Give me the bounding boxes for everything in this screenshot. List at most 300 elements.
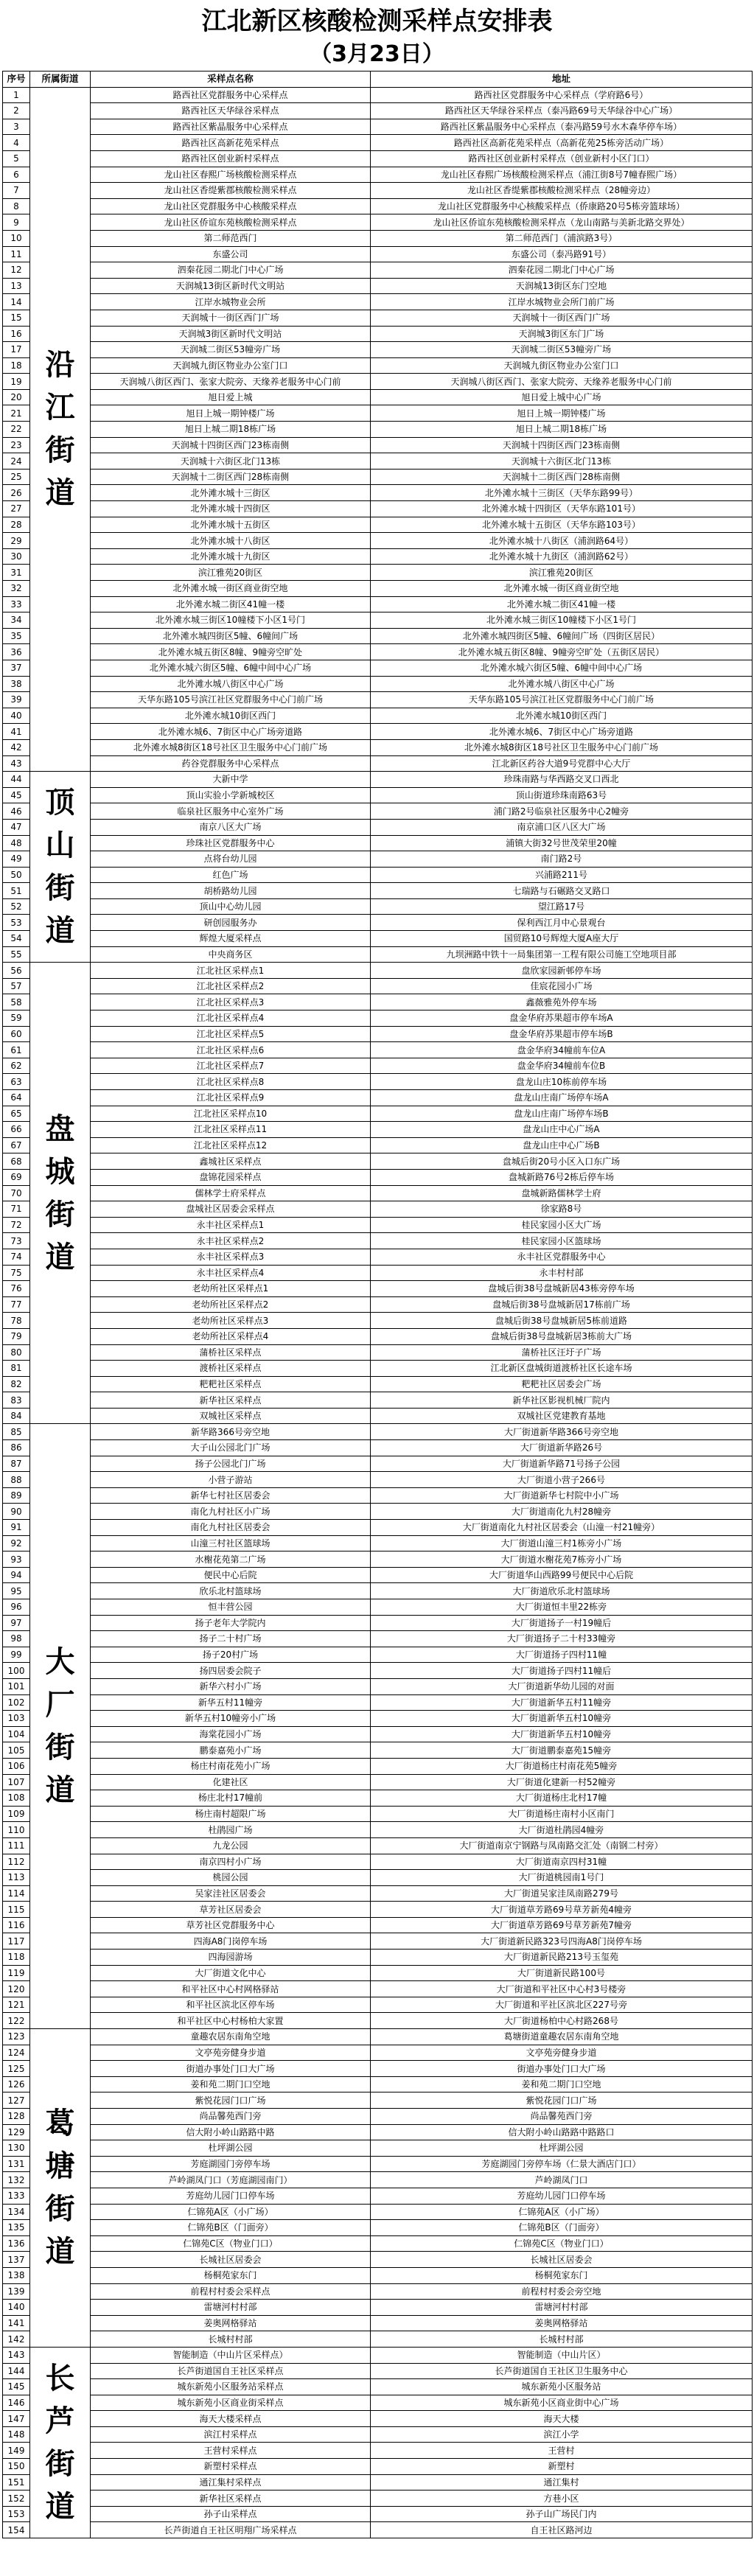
cell-point: 孙子山采样点 bbox=[91, 2506, 371, 2522]
table-row bbox=[3, 1583, 753, 1599]
table-row bbox=[3, 946, 753, 963]
cell-no: 106 bbox=[3, 1758, 30, 1774]
page-subtitle: （3月23日） bbox=[310, 41, 444, 67]
cell-point: 王营村采样点 bbox=[91, 2443, 371, 2459]
table-row bbox=[3, 1535, 753, 1551]
table-row bbox=[3, 1408, 753, 1424]
cell-point: 长芦街道自王社区明翔广场采样点 bbox=[91, 2522, 371, 2538]
cell-point: 永丰社区采样点4 bbox=[91, 1265, 371, 1281]
cell-point: 大新中学 bbox=[91, 772, 371, 788]
cell-point: 四海园游场 bbox=[91, 1950, 371, 1966]
cell-point: 蒲桥社区采样点 bbox=[91, 1344, 371, 1361]
cell-point: 长城村村部 bbox=[91, 2331, 371, 2348]
table-row bbox=[3, 1758, 753, 1774]
cell-no: 151 bbox=[3, 2474, 30, 2491]
street-name: 沿江街道 bbox=[45, 347, 75, 511]
cell-address: 智能制造（中山片区） bbox=[371, 2347, 753, 2363]
cell-point: 前程村村委会采样点 bbox=[91, 2283, 371, 2300]
cell-point: 路西社区党群服务中心采样点 bbox=[91, 87, 371, 103]
cell-no: 6 bbox=[3, 167, 30, 183]
table-row bbox=[3, 851, 753, 868]
cell-point: 通江集村采样点 bbox=[91, 2474, 371, 2491]
cell-no: 3 bbox=[3, 119, 30, 135]
cell-no: 24 bbox=[3, 453, 30, 470]
cell-point: 和平社区中心村杨柏大家置 bbox=[91, 2013, 371, 2029]
cell-address: 天润城二街区53幢旁广场 bbox=[371, 342, 753, 358]
cell-no: 131 bbox=[3, 2156, 30, 2172]
cell-point: 江岸水城物业会所 bbox=[91, 294, 371, 310]
cell-point: 大子山公园北门广场 bbox=[91, 1440, 371, 1456]
table-row bbox=[3, 2474, 753, 2491]
cell-no: 103 bbox=[3, 1711, 30, 1727]
cell-point: 粑粑社区采样点 bbox=[91, 1376, 371, 1392]
table-row bbox=[3, 1344, 753, 1361]
cell-point: 新华社区采样点 bbox=[91, 2491, 371, 2507]
cell-address: 大厂街道南化九村社区居委会（山潼一村21幢旁） bbox=[371, 1520, 753, 1536]
table-row bbox=[3, 1631, 753, 1647]
cell-address: 北外滩水城6、7街区中心广场旁道路 bbox=[371, 724, 753, 740]
cell-no: 100 bbox=[3, 1663, 30, 1679]
table-row bbox=[3, 2347, 753, 2363]
cell-address: 路西社区紫晶服务中心采样点（泰冯路59号水木森华停车场） bbox=[371, 119, 753, 135]
cell-address: 天润城九街区物业办公室门口 bbox=[371, 357, 753, 374]
cell-point: 江北社区采样点5 bbox=[91, 1026, 371, 1042]
cell-no: 132 bbox=[3, 2172, 30, 2188]
table-row bbox=[3, 1153, 753, 1170]
table-row bbox=[3, 230, 753, 246]
cell-no: 74 bbox=[3, 1249, 30, 1265]
cell-no: 108 bbox=[3, 1790, 30, 1807]
cell-no: 16 bbox=[3, 326, 30, 342]
cell-point: 姜奥网格驿站 bbox=[91, 2315, 371, 2331]
cell-address: 大厂街道新华幼儿园的对面 bbox=[371, 1678, 753, 1694]
table-row bbox=[3, 262, 753, 279]
cell-no: 138 bbox=[3, 2267, 30, 2283]
cell-point: 江北社区采样点12 bbox=[91, 1137, 371, 1153]
cell-point: 临泉社区服务中心室外广场 bbox=[91, 803, 371, 820]
cell-no: 150 bbox=[3, 2459, 30, 2475]
cell-no: 104 bbox=[3, 1726, 30, 1742]
cell-no: 86 bbox=[3, 1440, 30, 1456]
cell-no: 80 bbox=[3, 1344, 30, 1361]
cell-no: 56 bbox=[3, 963, 30, 979]
cell-point: 长城社区居委会 bbox=[91, 2252, 371, 2268]
cell-point: 北外滩水城十三街区 bbox=[91, 485, 371, 501]
table-row bbox=[3, 1456, 753, 1472]
cell-point: 城东新苑小区商业街采样点 bbox=[91, 2395, 371, 2411]
table-row bbox=[3, 803, 753, 820]
cell-no: 23 bbox=[3, 437, 30, 453]
table-row bbox=[3, 931, 753, 947]
cell-point: 仁锦苑B区（门面旁） bbox=[91, 2220, 371, 2236]
cell-point: 雷塘河村村部 bbox=[91, 2300, 371, 2316]
cell-address: 大厂街道新华路26号 bbox=[371, 1440, 753, 1456]
table-row bbox=[3, 1296, 753, 1313]
cell-point: 第二师范西门 bbox=[91, 230, 371, 246]
cell-no: 149 bbox=[3, 2443, 30, 2459]
cell-address: 紫悦花园门口广场 bbox=[371, 2092, 753, 2109]
cell-no: 34 bbox=[3, 612, 30, 629]
cell-address: 盘金华府34幢前车位A bbox=[371, 1042, 753, 1058]
cell-point: 北外滩水城十九街区 bbox=[91, 548, 371, 565]
cell-no: 154 bbox=[3, 2522, 30, 2538]
cell-address: 旭日爱上城中心广场 bbox=[371, 389, 753, 405]
cell-address: 大厂街道山潼三村1栋旁小广场 bbox=[371, 1535, 753, 1551]
cell-point: 北外滩水城10街区西门 bbox=[91, 708, 371, 724]
cell-no: 78 bbox=[3, 1313, 30, 1329]
cell-point: 北外滩水城6、7街区中心广场旁道路 bbox=[91, 724, 371, 740]
cell-no: 98 bbox=[3, 1631, 30, 1647]
schedule-table bbox=[2, 71, 753, 2538]
cell-point: 胡桥路幼儿园 bbox=[91, 883, 371, 899]
cell-address: 龙山社区党群服务中心核酸采样点（侨康路20号5栋旁篮球场） bbox=[371, 198, 753, 214]
table-row bbox=[3, 374, 753, 390]
table-row bbox=[3, 915, 753, 931]
cell-point: 仁锦苑C区（物业门口） bbox=[91, 2235, 371, 2252]
cell-point: 顶山中心幼儿园 bbox=[91, 898, 371, 915]
cell-point: 天润城十二街区西门28栋南侧 bbox=[91, 469, 371, 485]
cell-no: 46 bbox=[3, 803, 30, 820]
table-row bbox=[3, 1328, 753, 1344]
table-row bbox=[3, 787, 753, 803]
cell-point: 智能制造（中山片区采样点） bbox=[91, 2347, 371, 2363]
cell-point: 天润城九街区物业办公室门口 bbox=[91, 357, 371, 374]
cell-address: 大厂街道扬子四村11幢后 bbox=[371, 1663, 753, 1679]
cell-no: 50 bbox=[3, 867, 30, 883]
cell-point: 渡桥社区采样点 bbox=[91, 1361, 371, 1377]
cell-point: 双城社区采样点 bbox=[91, 1408, 371, 1424]
cell-address: 盘龙山庄南广场停车场B bbox=[371, 1106, 753, 1122]
cell-no: 4 bbox=[3, 135, 30, 151]
table-row bbox=[3, 1870, 753, 1886]
cell-no: 26 bbox=[3, 485, 30, 501]
cell-address: 北外滩水城五街区8幢、9幢旁空旷处（五街区居民） bbox=[371, 644, 753, 660]
table-row bbox=[3, 596, 753, 612]
cell-point: 便民中心后院 bbox=[91, 1567, 371, 1583]
table-row bbox=[3, 819, 753, 835]
cell-no: 1 bbox=[3, 87, 30, 103]
cell-point: 龙山社区春熙广场核酸检测采样点 bbox=[91, 167, 371, 183]
table-row bbox=[3, 2522, 753, 2538]
cell-address: 大厂街道华山西路99号便民中心后院 bbox=[371, 1567, 753, 1583]
cell-address: 盘城后街38号盘城新居43栋旁停车场 bbox=[371, 1281, 753, 1297]
cell-address: 信大附小岭山路路中路路口 bbox=[371, 2124, 753, 2140]
cell-address: 大厂街道新华五村10幢旁 bbox=[371, 1711, 753, 1727]
cell-address: 桂民家园小区篮球场 bbox=[371, 1233, 753, 1249]
table-row bbox=[3, 246, 753, 262]
cell-address: 北外滩水城十四街区（天华东路101号） bbox=[371, 501, 753, 517]
table-row bbox=[3, 548, 753, 565]
cell-point: 北外滩水城五街区8幢、9幢旁空旷处 bbox=[91, 644, 371, 660]
table-row bbox=[3, 198, 753, 214]
table-row bbox=[3, 389, 753, 405]
cell-address: 北外滩水城六街区5幢、6幢中间中心广场 bbox=[371, 660, 753, 676]
cell-address: 盘金华府苏果超市停车场B bbox=[371, 1026, 753, 1042]
cell-no: 35 bbox=[3, 628, 30, 644]
cell-point: 老幼所社区采样点4 bbox=[91, 1328, 371, 1344]
cell-point: 永丰社区采样点1 bbox=[91, 1217, 371, 1233]
cell-no: 19 bbox=[3, 374, 30, 390]
table-row bbox=[3, 2395, 753, 2411]
table-row bbox=[3, 501, 753, 517]
table-row bbox=[3, 1742, 753, 1759]
cell-no: 13 bbox=[3, 278, 30, 294]
cell-point: 化建社区 bbox=[91, 1774, 371, 1790]
cell-address: 天润城13街区东门空地 bbox=[371, 278, 753, 294]
cell-point: 路西社区创业新村采样点 bbox=[91, 150, 371, 167]
cell-address: 北外滩水城八街区中心广场 bbox=[371, 676, 753, 692]
cell-address: 龙山社区香缇紫郡核酸检测采样点（28幢旁边） bbox=[371, 183, 753, 199]
cell-point: 儒林学士府采样点 bbox=[91, 1185, 371, 1201]
cell-address: 大厂街道新华路366号旁空地 bbox=[371, 1424, 753, 1440]
cell-address: 大厂街道南京宁钢路与凤南路交汇处（南钢二村旁） bbox=[371, 1837, 753, 1854]
table-row bbox=[3, 1615, 753, 1631]
cell-no: 146 bbox=[3, 2395, 30, 2411]
cell-point: 芳庭湖园门旁停车场 bbox=[91, 2156, 371, 2172]
cell-point: 老幼所社区采样点3 bbox=[91, 1313, 371, 1329]
cell-no: 141 bbox=[3, 2315, 30, 2331]
cell-no: 142 bbox=[3, 2331, 30, 2348]
cell-address: 顶山街道珍珠南路63号 bbox=[371, 787, 753, 803]
cell-address: 芳庭湖园门旁停车场（仁景大酒店门口） bbox=[371, 2156, 753, 2172]
cell-point: 南京八区大广场 bbox=[91, 819, 371, 835]
table-row bbox=[3, 1058, 753, 1074]
cell-point: 杨庄村南花苑小广场 bbox=[91, 1758, 371, 1774]
table-row bbox=[3, 326, 753, 342]
cell-point: 江北社区采样点2 bbox=[91, 978, 371, 994]
table-row bbox=[3, 1074, 753, 1090]
street-name: 盘城街道 bbox=[45, 1111, 75, 1274]
cell-address: 尚品馨苑西门旁 bbox=[371, 2109, 753, 2125]
cell-point: 小营子游站 bbox=[91, 1472, 371, 1488]
table-row bbox=[3, 1726, 753, 1742]
cell-no: 88 bbox=[3, 1472, 30, 1488]
table-row bbox=[3, 2156, 753, 2172]
cell-address: 南门路2号 bbox=[371, 851, 753, 868]
table-header-row bbox=[3, 71, 753, 88]
cell-address: 北外滩水城十五街区（天华东路103号） bbox=[371, 517, 753, 533]
table-row bbox=[3, 1424, 753, 1440]
cell-no: 21 bbox=[3, 405, 30, 422]
cell-address: 大厂街道新华五村11幢旁 bbox=[371, 1694, 753, 1711]
cell-no: 133 bbox=[3, 2188, 30, 2204]
street-name: 大厂街道 bbox=[45, 1644, 75, 1808]
table-body bbox=[3, 87, 753, 2538]
table-row bbox=[3, 2267, 753, 2283]
cell-no: 14 bbox=[3, 294, 30, 310]
cell-no: 29 bbox=[3, 533, 30, 549]
cell-address: 南京浦口区八区大广场 bbox=[371, 819, 753, 835]
cell-point: 恒丰营公园 bbox=[91, 1599, 371, 1616]
cell-point: 盘城社区居委会采样点 bbox=[91, 1201, 371, 1218]
cell-point: 北外滩水城三街区10幢楼下小区1号门 bbox=[91, 612, 371, 629]
table-row bbox=[3, 1392, 753, 1409]
cell-address: 北外滩水城四街区5幢、6幢间广场（四街区居民） bbox=[371, 628, 753, 644]
cell-no: 57 bbox=[3, 978, 30, 994]
cell-address: 大厂街道和平社区中心村3号楼旁 bbox=[371, 1981, 753, 1997]
cell-point: 北外滩水城四街区5幢、6幢间广场 bbox=[91, 628, 371, 644]
cell-address: 大厂街道新华五村10幢旁 bbox=[371, 1726, 753, 1742]
cell-address: 珍珠南路与华西路交叉口西北 bbox=[371, 772, 753, 788]
cell-point: 永丰社区采样点2 bbox=[91, 1233, 371, 1249]
table-row bbox=[3, 2092, 753, 2109]
cell-no: 110 bbox=[3, 1822, 30, 1838]
cell-no: 49 bbox=[3, 851, 30, 868]
cell-address: 大厂街道新民路323号四海A8门岗停车场 bbox=[371, 1933, 753, 1950]
table-row bbox=[3, 1822, 753, 1838]
cell-point: 点将台幼儿园 bbox=[91, 851, 371, 868]
cell-no: 36 bbox=[3, 644, 30, 660]
cell-point: 姜和苑二期门口空地 bbox=[91, 2076, 371, 2092]
cell-address: 望江路17号 bbox=[371, 898, 753, 915]
table-row bbox=[3, 2426, 753, 2443]
table-row bbox=[3, 1249, 753, 1265]
table-row bbox=[3, 2204, 753, 2220]
cell-point: 新华社区采样点 bbox=[91, 1392, 371, 1409]
table-row bbox=[3, 2124, 753, 2140]
cell-no: 44 bbox=[3, 772, 30, 788]
cell-address: 大厂街道新华七村院中小广场 bbox=[371, 1487, 753, 1504]
cell-point: 长芦街道国自王社区采样点 bbox=[91, 2363, 371, 2379]
cell-address: 新塑村 bbox=[371, 2459, 753, 2475]
table-row bbox=[3, 628, 753, 644]
table-row bbox=[3, 2443, 753, 2459]
table-row bbox=[3, 103, 753, 119]
table-row bbox=[3, 1504, 753, 1520]
cell-address: 大厂街道杨庄村南花苑5幢旁 bbox=[371, 1758, 753, 1774]
cell-no: 25 bbox=[3, 469, 30, 485]
cell-point: 江北社区采样点8 bbox=[91, 1074, 371, 1090]
cell-no: 96 bbox=[3, 1599, 30, 1616]
cell-point: 大厂街道文化中心 bbox=[91, 1965, 371, 1981]
cell-point: 海棠花园小广场 bbox=[91, 1726, 371, 1742]
cell-no: 143 bbox=[3, 2347, 30, 2363]
cell-no: 67 bbox=[3, 1137, 30, 1153]
cell-no: 85 bbox=[3, 1424, 30, 1440]
cell-point: 芦岭湖凤门口（芳庭湖园南门） bbox=[91, 2172, 371, 2188]
cell-address: 姜奥网格驿站 bbox=[371, 2315, 753, 2331]
table-row bbox=[3, 2172, 753, 2188]
table-row bbox=[3, 1837, 753, 1854]
cell-address: 天润城十六街区北门13栋 bbox=[371, 453, 753, 470]
table-row bbox=[3, 1042, 753, 1058]
table-row bbox=[3, 405, 753, 422]
cell-address: 佳宸花园小广场 bbox=[371, 978, 753, 994]
cell-address: 盘城后街38号盘城新居17栋前广场 bbox=[371, 1296, 753, 1313]
table-row bbox=[3, 87, 753, 103]
cell-point: 龙山社区侨谊东苑核酸检测采样点 bbox=[91, 214, 371, 231]
table-row bbox=[3, 437, 753, 453]
table-row bbox=[3, 517, 753, 533]
cell-address: 方巷小区 bbox=[371, 2491, 753, 2507]
cell-point: 新华六村小广场 bbox=[91, 1678, 371, 1694]
cell-address: 盘龙山庄中心广场B bbox=[371, 1137, 753, 1153]
table-row bbox=[3, 1885, 753, 1902]
cell-address: 盘金华府苏果超市停车场A bbox=[371, 1010, 753, 1027]
table-row bbox=[3, 1169, 753, 1185]
table-row bbox=[3, 1010, 753, 1027]
table-row bbox=[3, 883, 753, 899]
cell-address: 路西社区创业新村采样点（创业新村小区门口） bbox=[371, 150, 753, 167]
cell-address: 大厂街道新民路100号 bbox=[371, 1965, 753, 1981]
cell-no: 111 bbox=[3, 1837, 30, 1854]
cell-no: 145 bbox=[3, 2379, 30, 2395]
cell-no: 134 bbox=[3, 2204, 30, 2220]
cell-point: 天润城二街区53幢旁广场 bbox=[91, 342, 371, 358]
cell-address: 大厂街道水榭花苑7栋旁小广场 bbox=[371, 1551, 753, 1568]
cell-point: 天华东路105号滨江社区党群服务中心门前广场 bbox=[91, 692, 371, 708]
table-row bbox=[3, 294, 753, 310]
cell-address: 街道办事处门口大广场 bbox=[371, 2061, 753, 2077]
cell-no: 76 bbox=[3, 1281, 30, 1297]
cell-address: 浦镇大街32号世茂荣里20幢 bbox=[371, 835, 753, 851]
cell-point: 城东新苑小区服务站采样点 bbox=[91, 2379, 371, 2395]
cell-no: 39 bbox=[3, 692, 30, 708]
cell-point: 江北社区采样点11 bbox=[91, 1122, 371, 1138]
cell-point: 天润城十四街区西门23栋南侧 bbox=[91, 437, 371, 453]
table-row bbox=[3, 2140, 753, 2157]
cell-address: 滨江雅苑20街区 bbox=[371, 565, 753, 581]
cell-no: 38 bbox=[3, 676, 30, 692]
cell-no: 124 bbox=[3, 2045, 30, 2061]
cell-address: 徐家路8号 bbox=[371, 1201, 753, 1218]
table-row bbox=[3, 772, 753, 788]
cell-point: 旭日爱上城 bbox=[91, 389, 371, 405]
cell-address: 滨江小学 bbox=[371, 2426, 753, 2443]
cell-no: 77 bbox=[3, 1296, 30, 1313]
cell-point: 红色广场 bbox=[91, 867, 371, 883]
table-row bbox=[3, 533, 753, 549]
cell-point: 顶山实验小学新城校区 bbox=[91, 787, 371, 803]
cell-point: 天润城13街区新时代文明站 bbox=[91, 278, 371, 294]
cell-point: 江北社区采样点7 bbox=[91, 1058, 371, 1074]
cell-point: 杨庄南村超限广场 bbox=[91, 1806, 371, 1822]
cell-street bbox=[30, 2347, 91, 2538]
cell-no: 51 bbox=[3, 883, 30, 899]
cell-point: 南化九村社区小广场 bbox=[91, 1504, 371, 1520]
cell-point: 路西社区高新花苑采样点 bbox=[91, 135, 371, 151]
cell-point: 北外滩水城十四街区 bbox=[91, 501, 371, 517]
cell-point: 海天大楼采样点 bbox=[91, 2411, 371, 2427]
cell-address: 城东新苑小区服务站 bbox=[371, 2379, 753, 2395]
cell-address: 北外滩水城一街区商业街空地 bbox=[371, 581, 753, 597]
cell-point: 北外滩水城一街区商业街空地 bbox=[91, 581, 371, 597]
table-row bbox=[3, 692, 753, 708]
table-row bbox=[3, 1233, 753, 1249]
cell-no: 139 bbox=[3, 2283, 30, 2300]
table-row bbox=[3, 1520, 753, 1536]
cell-address: 大厂街道新民路213号玉玺苑 bbox=[371, 1950, 753, 1966]
cell-address: 文亭苑旁健身步道 bbox=[371, 2045, 753, 2061]
table-row bbox=[3, 1950, 753, 1966]
table-row bbox=[3, 1090, 753, 1106]
cell-address: 盘城新路76号2栋后停车场 bbox=[371, 1169, 753, 1185]
table-row bbox=[3, 2331, 753, 2348]
cell-no: 105 bbox=[3, 1742, 30, 1759]
cell-point: 江北社区采样点1 bbox=[91, 963, 371, 979]
cell-no: 91 bbox=[3, 1520, 30, 1536]
cell-no: 135 bbox=[3, 2220, 30, 2236]
table-row bbox=[3, 1663, 753, 1679]
table-row bbox=[3, 724, 753, 740]
table-row bbox=[3, 2220, 753, 2236]
table-row bbox=[3, 2491, 753, 2507]
cell-no: 123 bbox=[3, 2029, 30, 2045]
table-row bbox=[3, 2300, 753, 2316]
table-row bbox=[3, 342, 753, 358]
cell-point: 新华七村社区居委会 bbox=[91, 1487, 371, 1504]
cell-address: 芦岭湖凤门口 bbox=[371, 2172, 753, 2188]
